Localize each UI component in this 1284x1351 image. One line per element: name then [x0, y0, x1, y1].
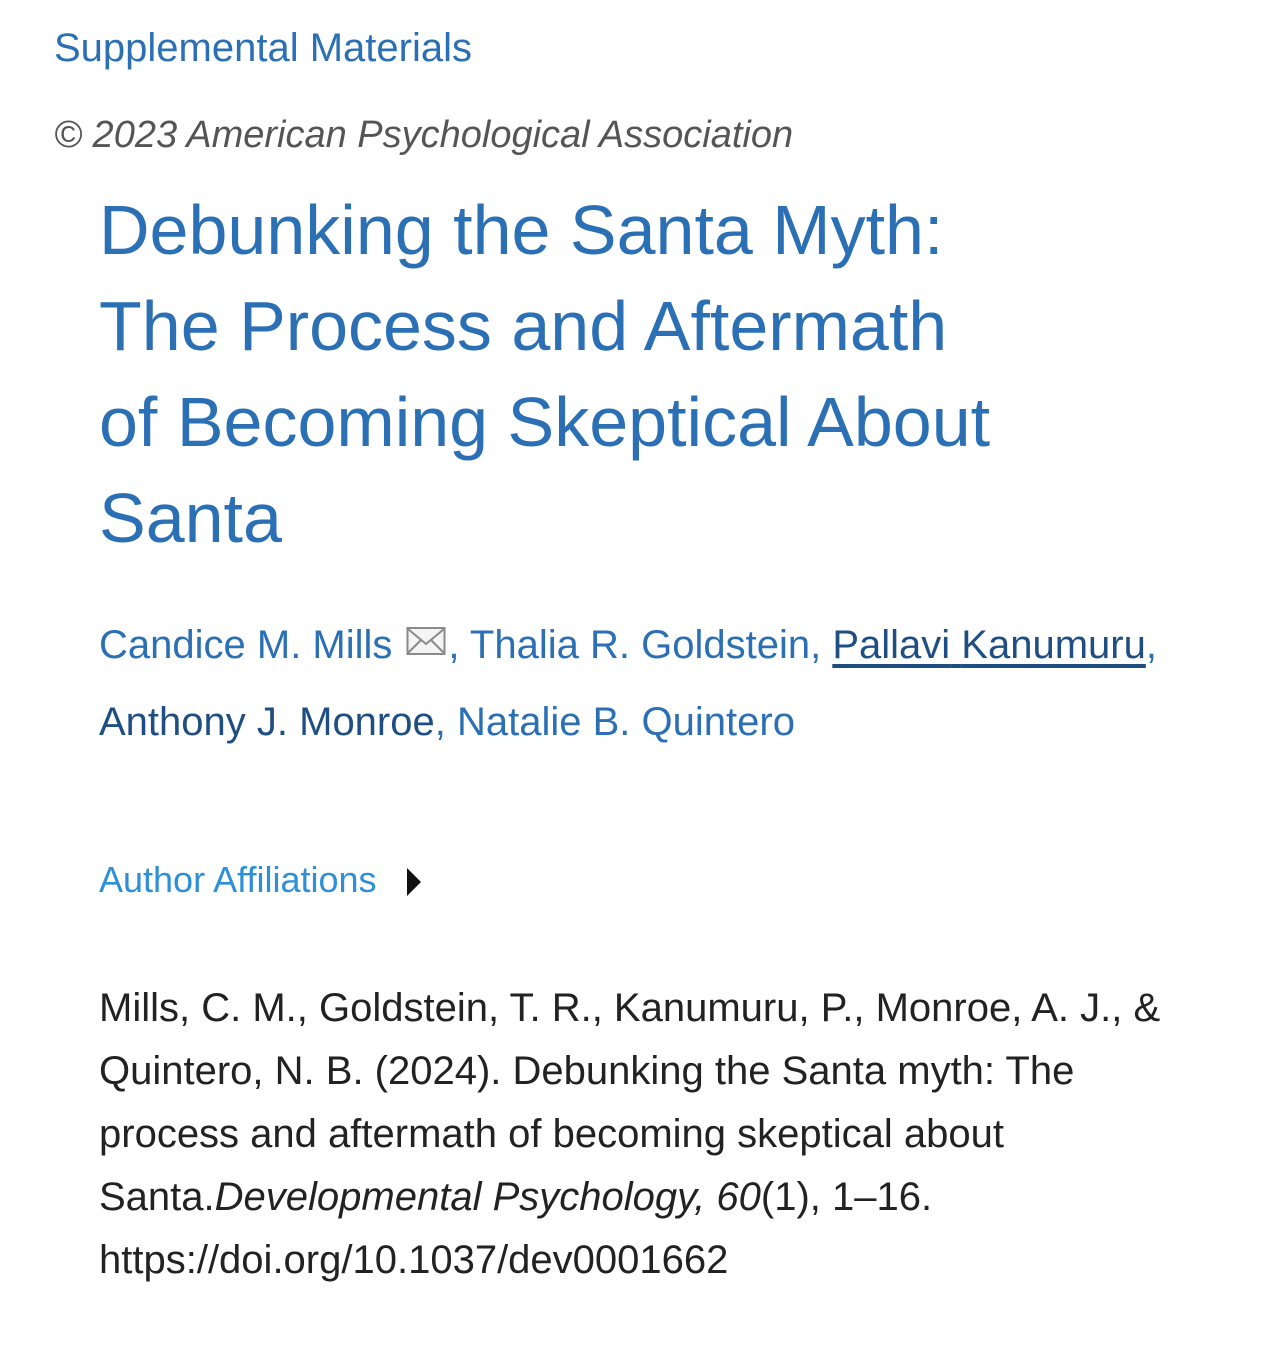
supplemental-materials-link[interactable]: Supplemental Materials: [54, 26, 472, 70]
title-line: The Process and Aftermath: [99, 287, 948, 365]
author-link-pallavi-kanumuru[interactable]: [832, 623, 1146, 667]
envelope-icon[interactable]: [406, 606, 446, 681]
author-link-natalie-quintero[interactable]: Natalie B. Quintero: [456, 699, 795, 744]
citation-text: Mills, C. M., Goldstein, T. R., Kanumuru, P., Monroe, A. J., & Quintero, N. B. (2024). Debunking the Santa myth: The process and aftermath of becoming skeptical about Santa.: [99, 986, 1161, 1219]
copyright-notice: © 2023 American Psychological Association: [54, 114, 794, 156]
author-link-thalia-goldstein[interactable]: Thalia R. Goldstein: [469, 623, 811, 667]
author-separator: ,: [434, 699, 457, 744]
citation-doi[interactable]: https://doi.org/10.1037/dev0001662: [99, 1238, 729, 1282]
author-name-part: Pallavi: [832, 623, 951, 667]
author-link-candice-mills[interactable]: Candice M. Mills: [99, 623, 393, 667]
author-separator: ,: [810, 623, 833, 667]
author-separator: ,: [1145, 623, 1157, 667]
article-title: [99, 182, 1099, 566]
title-line: Santa: [99, 479, 282, 557]
author-name-part: Kanumuru: [961, 623, 1146, 667]
citation-journal: Developmental Psychology, 60: [214, 1175, 761, 1219]
citation-issue-pages: (1), 1–16.: [760, 1175, 933, 1219]
citation-block: [99, 977, 1199, 1292]
title-line: Debunking the Santa Myth:: [99, 191, 944, 269]
author-list: [99, 608, 1219, 760]
author-affiliations-label: Author Affiliations: [99, 859, 377, 900]
title-line: of Becoming Skeptical About: [99, 383, 991, 461]
author-link-anthony-monroe[interactable]: Anthony J. Monroe: [99, 699, 435, 744]
triangle-right-icon: [407, 868, 421, 896]
author-affiliations-toggle[interactable]: [99, 856, 421, 904]
author-separator: ,: [448, 623, 470, 667]
